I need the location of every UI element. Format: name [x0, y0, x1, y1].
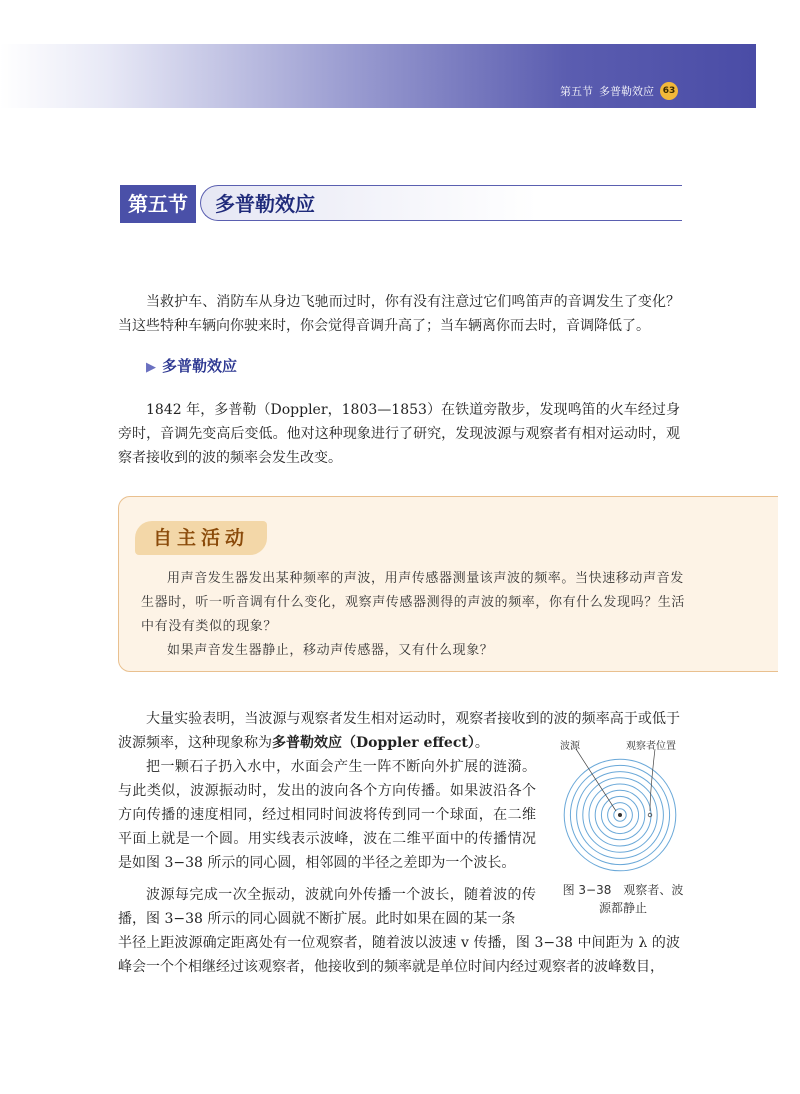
- header-section: 第五节: [560, 85, 593, 98]
- section-title: [120, 185, 682, 223]
- subheading-text: 多普勒效应: [162, 357, 238, 375]
- activity-text-2: 如果声音发生器静止，移动声传感器，又有什么现象？: [167, 643, 494, 658]
- history-paragraph: 1842 年，多普勒（Doppler，1803—1853）在铁道旁散步，发现鸣笛的火车经过身旁时，音调先变高后变低。他对这种现象进行了研究，发现波源与观察者有相对运动时，观察者接收到的波的频率会发生改变。: [118, 402, 680, 466]
- triangle-icon: ▶: [146, 360, 156, 375]
- propagation-paragraph-b: 半径上距波源确定距离处有一位观察者，随着波以波速 v 传播，图 3−38 中间距为 λ 的波峰会一个个相继经过该观察者，他接收到的频率就是单位时间内经过观察者的波峰数目，: [118, 935, 680, 975]
- figure-caption: [558, 881, 688, 917]
- section-name: 多普勒效应: [200, 185, 682, 221]
- activity-tag: 自主活动: [135, 521, 267, 555]
- activity-text-1: 用声音发生器发出某种频率的声波，用声传感器测量该声波的频率。当快速移动声音发生器时，听一听音调有什么变化，观察声传感器测得的声波的频率，你有什么发现吗？生活中有没有类似的现象？: [141, 571, 686, 634]
- subheading: [146, 355, 237, 376]
- figure-caption-line-1: 图 3−38 观察者、波: [562, 883, 684, 897]
- wave-source-dot: [618, 813, 622, 817]
- source-pointer-line: [576, 749, 616, 811]
- definition-after: 。: [474, 735, 489, 751]
- concentric-waves-diagram: [558, 735, 688, 875]
- page-number: 63: [660, 82, 678, 100]
- intro-paragraph: 当救护车、消防车从身边飞驰而过时，你有没有注意过它们鸣笛声的音调发生了变化？当这些特种车辆向你驶来时，你会觉得音调升高了；当车辆离你而去时，音调降低了。: [118, 294, 680, 334]
- definition-term: 多普勒效应（Doppler effect）: [272, 735, 475, 751]
- figure-label-source: 波源: [560, 741, 580, 752]
- figure-label-observer: 观察者位置: [626, 741, 676, 752]
- header-topic: 多普勒效应: [599, 85, 654, 98]
- activity-box: [118, 496, 778, 672]
- propagation-paragraph-a: 波源每完成一次全振动，波就向外传播一个波长，随着波的传播，图 3−38 所示的同心圆就不断扩展。此时如果在圆的某一条: [118, 887, 536, 927]
- section-badge: 第五节: [120, 185, 196, 223]
- running-header: [560, 82, 678, 100]
- figure-3-38: [558, 735, 688, 920]
- stone-paragraph: 把一颗石子扔入水中，水面会产生一阵不断向外扩展的涟漪。与此类似，波源振动时，发出的波向各个方向传播。如果波沿各个方向传播的速度相同，经过相同时间波将传到同一个球面，在二维平面上就是一个圆。用实线表示波峰，波在二维平面中的传播情况是如图 3−38 所示的同心圆，相邻圆的半径之差即为一个波长。: [118, 759, 536, 871]
- definition-before: 大量实验表明，当波源与观察者发生相对运动时，观察者接收到的波的频率高于或低于波源频率，这种现象称为: [118, 711, 680, 751]
- figure-caption-line-2: 源都静止: [598, 901, 647, 915]
